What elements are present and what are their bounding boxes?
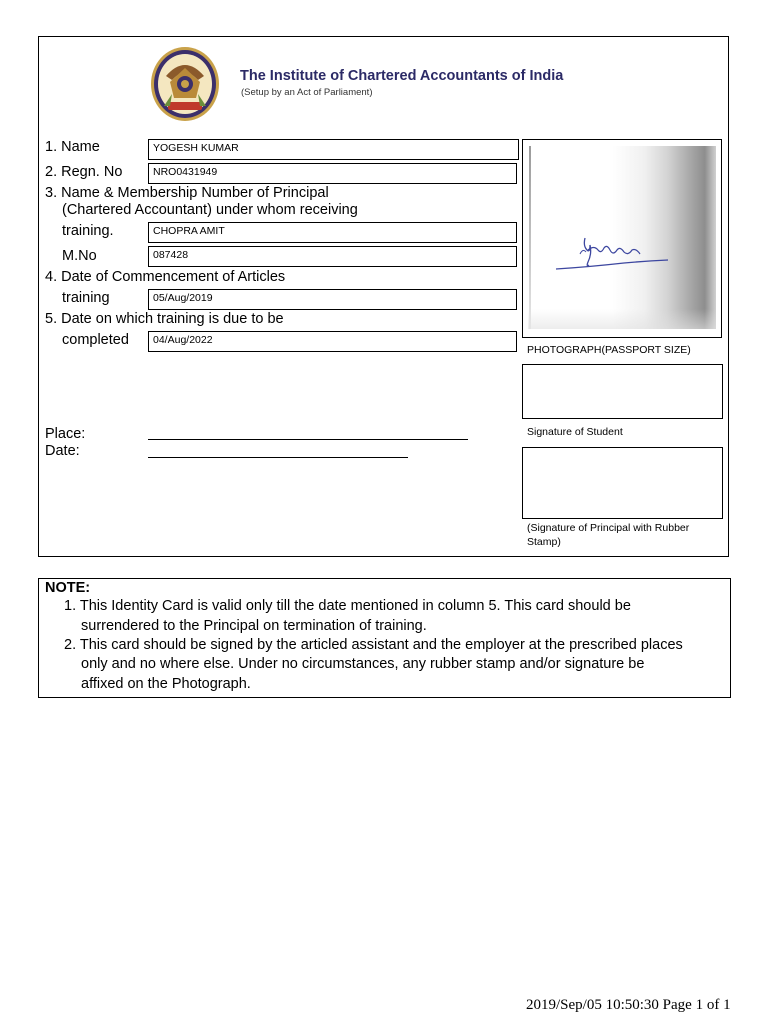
completion-label-line1: 5. Date on which training is due to be — [45, 311, 284, 327]
date-line — [148, 457, 408, 458]
note-item1-line1: 1. This Identity Card is valid only till the date mentioned in column 5. This card should be — [64, 598, 631, 614]
institute-subtitle: (Setup by an Act of Parliament) — [241, 87, 373, 98]
photograph-caption: PHOTOGRAPH(PASSPORT SIZE) — [527, 344, 691, 356]
mno-label: M.No — [62, 248, 97, 264]
note-item2-line3: affixed on the Photograph. — [81, 676, 251, 692]
commencement-label-line1: 4. Date of Commencement of Articles — [45, 269, 286, 285]
principal-signature-caption-line2: Stamp) — [527, 536, 561, 548]
note-item2-line1: 2. This card should be signed by the articled assistant and the employer at the prescribed places — [64, 637, 683, 653]
name-field: YOGESH KUMAR — [148, 139, 519, 160]
name-label: 1. Name — [45, 139, 100, 155]
place-line — [148, 439, 468, 440]
completion-date-field: 04/Aug/2022 — [148, 331, 517, 352]
photograph — [528, 146, 716, 329]
principal-label-line1: 3. Name & Membership Number of Principal — [45, 185, 329, 201]
institute-name: The Institute of Chartered Accountants of India — [240, 68, 564, 84]
principal-signature-caption-line1: (Signature of Principal with Rubber — [527, 522, 690, 534]
regn-label: 2. Regn. No — [45, 164, 123, 180]
note-item2-line2: only and no where else. Under no circumstances, any rubber stamp and/or signature be — [81, 656, 645, 672]
principal-field: CHOPRA AMIT — [148, 222, 517, 243]
principal-label-line2: (Chartered Accountant) under whom receiving — [62, 202, 358, 218]
mno-field: 087428 — [148, 246, 517, 267]
signature-scan-image — [528, 146, 716, 329]
student-signature-caption: Signature of Student — [527, 426, 623, 438]
place-label: Place: — [45, 426, 86, 442]
principal-label-line3: training. — [62, 223, 114, 239]
commencement-date-field: 05/Aug/2019 — [148, 289, 517, 310]
date-label: Date: — [45, 443, 80, 459]
student-signature-box — [522, 364, 723, 419]
principal-signature-box — [522, 447, 723, 519]
icai-emblem-icon — [150, 46, 220, 122]
completion-label-line2: completed — [62, 332, 129, 348]
note-item1-line2: surrendered to the Principal on termination of training. — [81, 618, 427, 634]
commencement-label-line2: training — [62, 290, 110, 306]
note-title: NOTE: — [45, 580, 91, 596]
print-timestamp: 2019/Sep/05 10:50:30 Page 1 of 1 — [526, 997, 731, 1013]
regn-field: NRO0431949 — [148, 163, 517, 184]
